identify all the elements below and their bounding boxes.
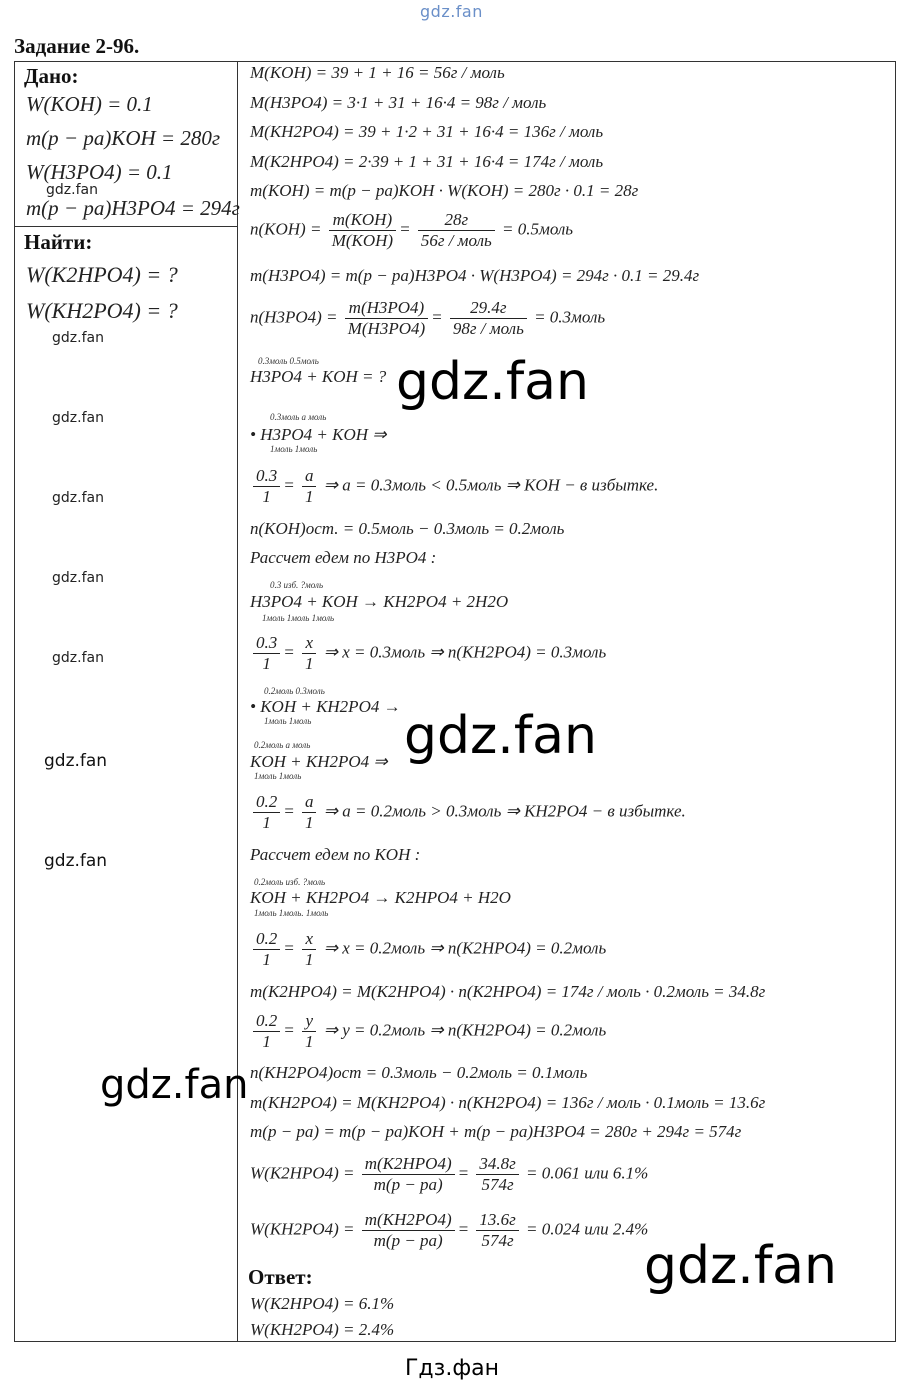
task-title: Задание 2-96. bbox=[14, 34, 140, 58]
watermark: gdz.fan bbox=[52, 490, 104, 506]
eq-lhs: n(H3PO4) = bbox=[250, 307, 338, 327]
proportion-line: $\frac{0.2}{1}$ = $\frac{a}{1}$ ⇒ a = 0.2моль > 0.3моль ⇒ KH2PO4 − в избытке. bbox=[250, 792, 686, 833]
denominator: 1 bbox=[262, 813, 271, 832]
proportion-result: ⇒ y = 0.2моль ⇒ n(KH2PO4) = 0.2моль bbox=[323, 1020, 607, 1040]
denominator: 1 bbox=[304, 1032, 314, 1051]
given-item: m(p − pa)KOH = 280г bbox=[26, 126, 221, 150]
watermark: gdz.fan bbox=[44, 851, 108, 871]
proportion-line: $\frac{0.2}{1}$ = $\frac{x}{1}$ ⇒ x = 0.2моль ⇒ n(K2HPO4) = 0.2моль bbox=[250, 929, 606, 970]
fraction bbox=[450, 298, 527, 339]
table-divider-vertical bbox=[237, 61, 238, 1342]
eq-result: = 0.3моль bbox=[534, 307, 606, 327]
denominator: 98г / моль bbox=[452, 319, 524, 338]
fraction bbox=[476, 1210, 518, 1251]
watermark: gdz.fan bbox=[52, 650, 104, 666]
mass-h3po4-line: m(H3PO4) = m(p − pa)H3PO4 · W(H3PO4) = 294г · 0.1 = 29.4г bbox=[250, 266, 700, 285]
numerator: a bbox=[302, 466, 317, 487]
remaining-koh-line: n(KOH)ост. = 0.5моль − 0.3моль = 0.2моль bbox=[250, 519, 565, 538]
proportion-line: $\frac{0.3}{1}$ = $\frac{a}{1}$ ⇒ a = 0.3моль < 0.5моль ⇒ KOH − в избытке. bbox=[250, 466, 658, 507]
fraction bbox=[362, 1154, 455, 1195]
fraction bbox=[302, 929, 317, 970]
mass-fraction-k2hpo4-line: W(K2HPO4) = $\frac{\text{m(K2HPO4)}}{m(p - pa)}$ = $\frac{34.8г}{574г}$ = 0.061 или 6.1% bbox=[250, 1154, 649, 1194]
denominator: M(KOH) bbox=[331, 231, 394, 250]
given-item: m(p − pa)H3PO4 = 294г bbox=[26, 196, 240, 220]
proportion-result: ⇒ x = 0.3моль ⇒ n(KH2PO4) = 0.3моль bbox=[323, 642, 607, 662]
numerator: a bbox=[302, 792, 317, 813]
eq-result: = 0.024 или 2.4% bbox=[526, 1219, 649, 1239]
numerator: m(K2HPO4) bbox=[362, 1154, 455, 1175]
fraction bbox=[345, 298, 428, 339]
numerator: 0.3 bbox=[253, 466, 280, 487]
answer-item: W(KH2PO4) = 2.4% bbox=[250, 1320, 395, 1339]
eq-result: = 0.061 или 6.1% bbox=[526, 1163, 649, 1183]
denominator: 574г bbox=[481, 1175, 514, 1194]
solution-table bbox=[14, 61, 896, 1342]
reaction-subscript: 1моль 1моль. 1моль bbox=[254, 908, 329, 918]
denominator: 1 bbox=[304, 487, 314, 506]
mass-koh-line: m(KOH) = m(p − pa)KOH · W(KOH) = 280г · 0.1 = 28г bbox=[250, 181, 639, 200]
numerator: 34.8г bbox=[476, 1154, 518, 1175]
denominator: 1 bbox=[304, 813, 314, 832]
numerator: y bbox=[302, 1011, 317, 1032]
reaction-subscript: 1моль 1моль bbox=[270, 444, 318, 454]
given-item: W(KOH) = 0.1 bbox=[26, 92, 153, 116]
watermark-large: gdz.fan bbox=[644, 1236, 837, 1296]
proportion-result: ⇒ x = 0.2моль ⇒ n(K2HPO4) = 0.2моль bbox=[323, 938, 607, 958]
numerator: x bbox=[302, 633, 317, 654]
fraction bbox=[253, 792, 280, 833]
molar-mass-line: M(H3PO4) = 3·1 + 31 + 16·4 = 98г / моль bbox=[250, 93, 547, 112]
answer-item: W(K2HPO4) = 6.1% bbox=[250, 1294, 395, 1313]
find-heading: Найти: bbox=[24, 230, 93, 254]
numerator: 13.6г bbox=[476, 1210, 518, 1231]
watermark-large: gdz.fan bbox=[100, 1062, 249, 1108]
moles-h3po4-line: n(H3PO4) = $\frac{m(H3PO4)}{M(H3PO4)}$ = $\frac{29.4г}{\text{98г / моль}}$ = 0.3моль bbox=[250, 298, 606, 338]
fraction bbox=[302, 1011, 317, 1052]
reaction-subscript: 1моль 1моль 1моль bbox=[262, 613, 335, 623]
given-item: W(H3PO4) = 0.1 bbox=[26, 160, 173, 184]
denominator: 1 bbox=[262, 1032, 271, 1051]
calc-basis-line: Рассчет едем по KOH : bbox=[250, 845, 421, 864]
molar-mass-line: M(K2HPO4) = 2·39 + 1 + 31 + 16·4 = 174г / моль bbox=[250, 152, 604, 171]
eq-lhs: n(KOH) = bbox=[250, 219, 322, 239]
denominator: m(p − pa) bbox=[373, 1231, 443, 1250]
footer-caption: Гдз.фан bbox=[405, 1356, 499, 1381]
numerator: 0.3 bbox=[253, 633, 280, 654]
molar-mass-line: M(KH2PO4) = 39 + 1·2 + 31 + 16·4 = 136г / моль bbox=[250, 122, 604, 141]
eq-lhs: W(KH2PO4) = bbox=[250, 1219, 355, 1239]
answer-heading: Ответ: bbox=[248, 1265, 313, 1289]
watermark-large: gdz.fan bbox=[404, 706, 597, 766]
numerator: 28г bbox=[418, 210, 495, 231]
total-mass-line: m(p − pa) = m(p − pa)KOH + m(p − pa)H3PO4 = 280г + 294г = 574г bbox=[250, 1122, 742, 1141]
calc-basis-line: Рассчет едем по H3PO4 : bbox=[250, 548, 437, 567]
reaction-subscript: 1моль 1моль bbox=[254, 771, 302, 781]
denominator: 1 bbox=[304, 950, 314, 969]
table-divider-horizontal bbox=[14, 226, 237, 227]
numerator: m(KOH) bbox=[329, 210, 396, 231]
given-heading: Дано: bbox=[24, 64, 79, 88]
fraction bbox=[253, 633, 280, 674]
numerator: 0.2 bbox=[253, 929, 280, 950]
proportion-line: $\frac{0.2}{1}$ = $\frac{y}{1}$ ⇒ y = 0.2моль ⇒ n(KH2PO4) = 0.2моль bbox=[250, 1011, 606, 1052]
proportion-result: ⇒ a = 0.2моль > 0.3моль ⇒ KH2PO4 − в избытке. bbox=[323, 801, 686, 821]
fraction bbox=[253, 466, 280, 507]
numerator: 0.2 bbox=[253, 1011, 280, 1032]
reaction-line: KOH + KH2PO4 ⇒ bbox=[250, 752, 388, 771]
reaction-line: • H3PO4 + KOH ⇒ bbox=[250, 425, 387, 444]
fraction bbox=[362, 1210, 455, 1251]
mass-k2hpo4-line: m(K2HPO4) = M(K2HPO4) · n(K2HPO4) = 174г / моль · 0.2моль = 34.8г bbox=[250, 982, 766, 1001]
watermark-large: gdz.fan bbox=[396, 352, 589, 412]
watermark: gdz.fan bbox=[52, 410, 104, 426]
fraction bbox=[302, 466, 317, 507]
reaction-line: H3PO4 + KOH → KH2PO4 + 2H2O bbox=[250, 592, 509, 611]
denominator: 1 bbox=[262, 654, 271, 673]
moles-koh-line: n(KOH) = $\frac{\text{m(KOH)}}{\text{M(KOH)}}$ = $\frac{28г}{\text{56г / моль}}$ = 0.5моль bbox=[250, 210, 574, 250]
remaining-kh2po4-line: n(KH2PO4)ост = 0.3моль − 0.2моль = 0.1моль bbox=[250, 1063, 588, 1082]
reaction-line: • KOH + KH2PO4 → bbox=[250, 697, 401, 716]
numerator: m(H3PO4) bbox=[345, 298, 428, 319]
fraction bbox=[302, 633, 317, 674]
reaction-line: H3PO4 + KOH = ? bbox=[250, 367, 387, 386]
eq-lhs: W(K2HPO4) = bbox=[250, 1163, 355, 1183]
reaction-line: KOH + KH2PO4 → K2HPO4 + H2O bbox=[250, 888, 511, 907]
fraction bbox=[253, 1011, 280, 1052]
numerator: 29.4г bbox=[450, 298, 527, 319]
reaction-annotation: 0.3моль 0.5моль bbox=[258, 356, 319, 366]
fraction bbox=[302, 792, 317, 833]
reaction-annotation: 0.2моль изб. ?моль bbox=[254, 877, 326, 887]
reaction-annotation: 0.3 изб. ?моль bbox=[270, 580, 324, 590]
watermark: gdz.fan bbox=[46, 182, 98, 198]
mass-kh2po4-line: m(KH2PO4) = M(KH2PO4) · n(KH2PO4) = 136г / моль · 0.1моль = 13.6г bbox=[250, 1093, 766, 1112]
numerator: 0.2 bbox=[253, 792, 280, 813]
watermark: gdz.fan bbox=[52, 330, 104, 346]
reaction-annotation: 0.2моль a моль bbox=[254, 740, 311, 750]
fraction bbox=[476, 1154, 518, 1195]
numerator: x bbox=[302, 929, 317, 950]
mass-fraction-kh2po4-line: W(KH2PO4) = $\frac{m(KH2PO4)}{m(p - pa)}$ = $\frac{13.6г}{574г}$ = 0.024 или 2.4% bbox=[250, 1210, 649, 1250]
reaction-subscript: 1моль 1моль bbox=[264, 716, 312, 726]
denominator: M(H3PO4) bbox=[347, 319, 426, 338]
top-watermark: gdz.fan bbox=[420, 2, 483, 21]
denominator: 1 bbox=[304, 654, 314, 673]
proportion-line: $\frac{0.3}{1}$ = $\frac{x}{1}$ ⇒ x = 0.3моль ⇒ n(KH2PO4) = 0.3моль bbox=[250, 633, 606, 674]
reaction-annotation: 0.2моль 0.3моль bbox=[264, 686, 325, 696]
denominator: 1 bbox=[262, 487, 271, 506]
fraction bbox=[418, 210, 495, 251]
watermark: gdz.fan bbox=[52, 570, 104, 586]
eq-result: = 0.5моль bbox=[502, 219, 574, 239]
denominator: 56г / моль bbox=[420, 231, 492, 250]
denominator: 574г bbox=[481, 1231, 514, 1250]
denominator: 1 bbox=[262, 950, 271, 969]
find-item: W(K2HPO4) = ? bbox=[26, 262, 178, 287]
fraction bbox=[253, 929, 280, 970]
watermark: gdz.fan bbox=[44, 751, 108, 771]
reaction-annotation: 0.3моль a моль bbox=[270, 412, 327, 422]
molar-mass-line: M(KOH) = 39 + 1 + 16 = 56г / моль bbox=[250, 63, 505, 82]
proportion-result: ⇒ a = 0.3моль < 0.5моль ⇒ KOH − в избытке. bbox=[323, 475, 659, 495]
denominator: m(p − pa) bbox=[373, 1175, 443, 1194]
fraction bbox=[329, 210, 396, 251]
numerator: m(KH2PO4) bbox=[362, 1210, 455, 1231]
find-item: W(KH2PO4) = ? bbox=[26, 298, 178, 323]
